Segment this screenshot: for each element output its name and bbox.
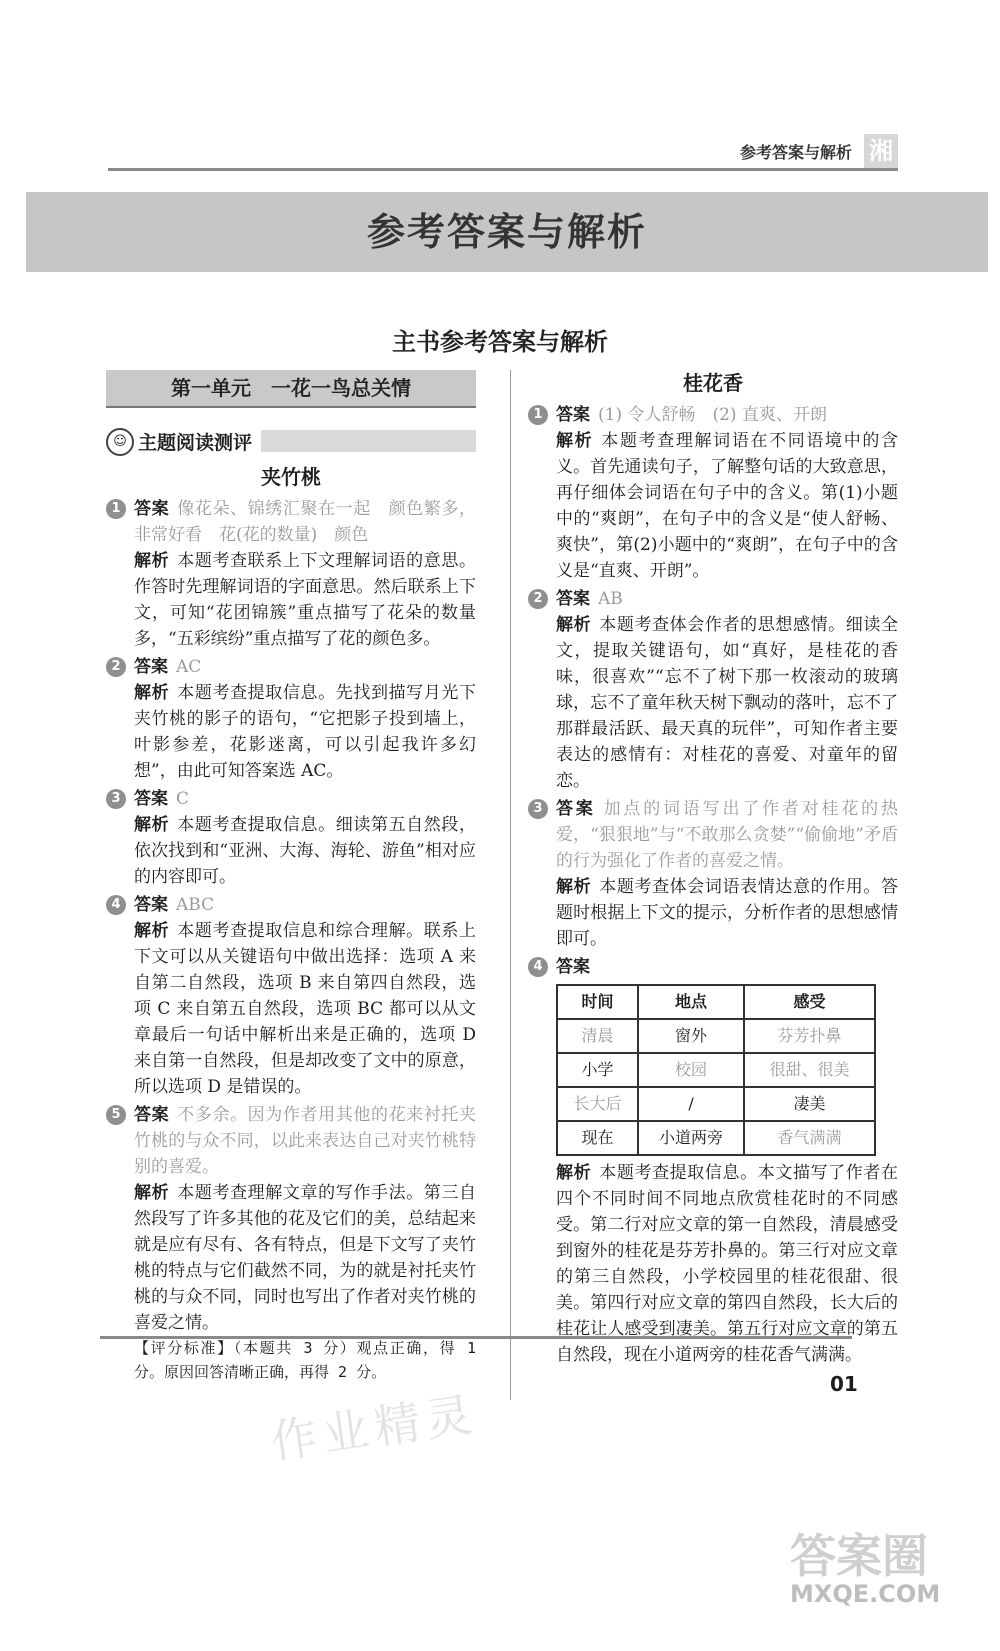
answer-text: (1) 令人舒畅 (2) 直爽、开朗 xyxy=(598,405,827,425)
analysis-text: 本题考查理解文章的写作手法。第三自然段写了许多其他的花及它们的美，总结起来就是应有尽有、各有特点，但是下文写了夹竹桃的特点与它们截然不同，为的就是衬托夹竹桃的与众不同，同时也写出了作者对夹竹桃的喜爱之情。 xyxy=(134,1183,477,1333)
analysis-label: 解析 xyxy=(134,683,170,703)
answer-label: 答案 xyxy=(556,589,590,609)
table-header: 地点 xyxy=(638,985,744,1019)
question-item xyxy=(106,654,476,784)
reading-icon: ☺ xyxy=(106,428,134,456)
table-cell: 芬芳扑鼻 xyxy=(744,1019,875,1053)
site-logo-watermark: 答案圈 xyxy=(790,1529,928,1583)
table-cell: 凄美 xyxy=(744,1087,875,1121)
answer-label: 答案 xyxy=(134,657,168,677)
answer-label: 答案 xyxy=(556,957,590,977)
article-title-jiazhutao: 夹竹桃 xyxy=(261,465,321,489)
province-tag: 湘 xyxy=(864,134,898,168)
analysis-text: 本题考查联系上下文理解词语的意思。作答时先理解词语的字面意思。然后联系上下文，可知“花团锦簇”重点描写了花朵的数量多，“五彩缤纷”重点描写了花的颜色多。 xyxy=(134,551,477,649)
answer-text: AB xyxy=(598,589,623,609)
question-item xyxy=(106,496,476,652)
article-title-guihuaxiang: 桂花香 xyxy=(683,371,743,395)
analysis-label: 解析 xyxy=(556,1163,592,1183)
analysis-label: 解析 xyxy=(134,1183,170,1203)
table-header: 时间 xyxy=(557,985,638,1019)
page-title-banner: 参考答案与解析 xyxy=(26,192,988,272)
answer-text: 像花朵、锦绣汇聚在一起 颜色繁多，非常好看 花(花的数量) 颜色 xyxy=(134,499,477,545)
scoring-note: 【评分标准】（本题共 3 分）观点正确，得 1 分。原因回答清晰正确，再得 2 分。 xyxy=(134,1339,476,1381)
table-row xyxy=(557,1087,875,1121)
answer-label: 答案 xyxy=(134,1105,170,1125)
table-cell: 长大后 xyxy=(557,1087,638,1121)
question-item xyxy=(528,402,898,584)
question-number: 4 xyxy=(528,957,548,977)
analysis-label: 解析 xyxy=(556,877,592,897)
analysis-label: 解析 xyxy=(134,551,170,571)
section-heading-label: 主题阅读测评 xyxy=(138,432,253,454)
table-cell: 很甜、很美 xyxy=(744,1053,875,1087)
handwritten-watermark: 作业精灵 xyxy=(267,1386,482,1470)
table-cell: 小道两旁 xyxy=(638,1121,744,1155)
answer-label: 答案 xyxy=(556,405,590,425)
question-number: 3 xyxy=(528,799,548,819)
analysis-label: 解析 xyxy=(556,615,592,635)
analysis-text: 本题考查提取信息。细读第五自然段，依次找到和“亚洲、大海、海轮、游鱼”相对应的内容即可。 xyxy=(134,815,477,887)
question-item xyxy=(106,786,476,890)
table-cell: 小学 xyxy=(557,1053,638,1087)
left-column xyxy=(106,464,476,1386)
heading-bar xyxy=(261,430,476,452)
running-title: 参考答案与解析 xyxy=(739,143,852,162)
table-row xyxy=(557,1019,875,1053)
analysis-text: 本题考查提取信息。本文描写了作者在四个不同时间不同地点欣赏桂花时的不同感受。第二行对应文章的第一自然段，清晨感受到窗外的桂花是芬芳扑鼻的。第三行对应文章的第三自然段，小学校园里的桂花很甜、很美。第四行对应文章的第四自然段，长大后的桂花让人感受到凄美。第五行对应文章的第五自然段，现在小道两旁的桂花香气满满。 xyxy=(556,1163,899,1365)
answer-label: 答案 xyxy=(134,499,170,519)
page-number: 01 xyxy=(830,1372,858,1396)
table-cell: / xyxy=(638,1087,744,1121)
answer-text: 不多余。因为作者用其他的花来衬托夹竹桃的与众不同，以此来表达自己对夹竹桃特别的喜爱。 xyxy=(134,1105,477,1177)
question-item xyxy=(106,892,476,1100)
analysis-text: 本题考查理解词语在不同语境中的含义。首先通读句子，了解整句话的大致意思，再仔细体会词语在句子中的含义。第(1)小题中的“爽朗”，在句子中的含义是“使人舒畅、爽快”，第(2)小题中的“爽朗”，在句子中的含义是“直爽、开朗”。 xyxy=(556,431,899,581)
running-header xyxy=(108,137,898,171)
question-item xyxy=(528,796,898,952)
site-url-watermark: MXQE.COM xyxy=(790,1580,941,1608)
column-divider xyxy=(510,370,511,1400)
analysis-label: 解析 xyxy=(556,431,594,451)
answer-text: C xyxy=(176,789,190,809)
table-header-row xyxy=(557,985,875,1019)
question-number: 1 xyxy=(528,405,548,425)
footer-rule xyxy=(100,1336,852,1339)
question-number: 3 xyxy=(106,789,126,809)
table-row xyxy=(557,1053,875,1087)
section-subtitle: 主书参考答案与解析 xyxy=(392,328,608,356)
table-cell: 窗外 xyxy=(638,1019,744,1053)
table-header: 感受 xyxy=(744,985,875,1019)
question-item xyxy=(528,954,898,1368)
analysis-label: 解析 xyxy=(134,921,170,941)
table-row xyxy=(557,1121,875,1155)
table-cell: 香气满满 xyxy=(744,1121,875,1155)
question-number: 1 xyxy=(106,499,126,519)
right-column xyxy=(528,370,898,1370)
table-cell: 校园 xyxy=(638,1053,744,1087)
answer-table xyxy=(556,984,876,1156)
analysis-text: 本题考查体会词语表情达意的作用。答题时根据上下文的提示，分析作者的思想感情即可。 xyxy=(556,877,899,949)
question-item xyxy=(106,1102,476,1384)
analysis-text: 本题考查提取信息。先找到描写月光下夹竹桃的影子的语句，“它把影子投到墙上，叶影参差，花影迷离，可以引起我许多幻想”，由此可知答案选 AC。 xyxy=(134,683,477,781)
table-cell: 现在 xyxy=(557,1121,638,1155)
question-number: 2 xyxy=(106,657,126,677)
unit-title: 第一单元 一花一鸟总关情 xyxy=(106,370,476,408)
question-number: 5 xyxy=(106,1105,126,1125)
analysis-text: 本题考查体会作者的思想感情。细读全文，提取关键语句，如“真好，是桂花的香味，很喜欢”“忘不了树下那一枚滚动的玻璃球，忘不了童年秋天树下飘动的落叶，忘不了那群最活跃、最天真的玩伴”，可知作者主要表达的感情有：对桂花的喜爱、对童年的留恋。 xyxy=(556,615,899,791)
answer-text: AC xyxy=(176,657,202,677)
answer-label: 答案 xyxy=(134,789,168,809)
question-number: 2 xyxy=(528,589,548,609)
section-heading xyxy=(106,428,476,454)
analysis-label: 解析 xyxy=(134,815,170,835)
analysis-text: 本题考查提取信息和综合理解。联系上下文可以从关键语句中做出选择：选项 A 来自第二自然段，选项 B 来自第四自然段，选项 C 来自第五自然段，选项 BC 都可以从文章最后一句话中解析出来是正确的，选项 D 来自第一自然段，但是却改变了文中的原意，所以选项 D 是错误的。 xyxy=(134,921,477,1097)
question-number: 4 xyxy=(106,895,126,915)
answer-label: 答案 xyxy=(556,799,596,819)
answer-text: 加点的词语写出了作者对桂花的热爱，“狠狠地”与“不敢那么贪婪”“偷偷地”矛盾的行为强化了作者的喜爱之情。 xyxy=(556,799,898,871)
table-cell: 清晨 xyxy=(557,1019,638,1053)
question-item xyxy=(528,586,898,794)
answer-label: 答案 xyxy=(134,895,168,915)
answer-text: ABC xyxy=(176,895,215,915)
